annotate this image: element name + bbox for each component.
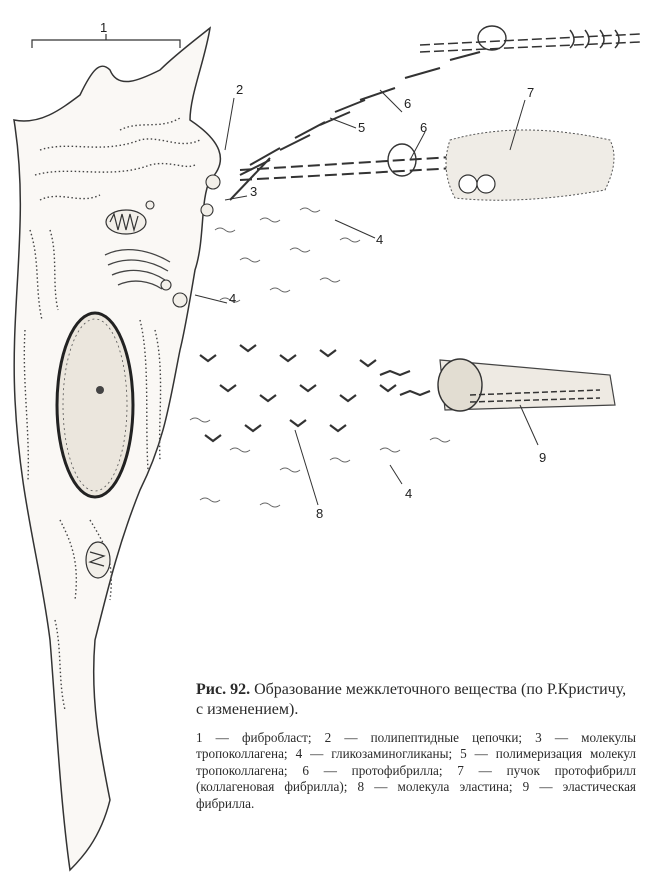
caption-figure-number: Рис. 92. bbox=[196, 681, 251, 698]
caption-title bbox=[196, 680, 636, 720]
label-1: 1 bbox=[100, 20, 108, 35]
protofibril-top bbox=[420, 26, 640, 52]
figure-caption bbox=[196, 680, 636, 812]
label-6-middle: 6 bbox=[420, 120, 428, 135]
elastin-molecules bbox=[200, 345, 430, 441]
caption-title-text: Образование межклеточного вещества (по Р.Кристичу, с изменением). bbox=[196, 681, 627, 718]
glycosaminoglycans bbox=[190, 208, 450, 507]
nucleus bbox=[57, 313, 133, 497]
fibroblast-bracket bbox=[32, 34, 180, 48]
label-4-lower: 4 bbox=[405, 486, 413, 501]
caption-legend: 1 — фибробласт; 2 — полипептидные цепочки; 3 — молекулы тропоколлагена; 4 — гликозаминогликаны; 5 — полимеризация молекул тропоколлагена; 6 — протофибрилла; 7 — пучок протофибрилл (коллагеновая фибрилла); 8 — молекула эластина; 9 — эластическая фибрилла. bbox=[196, 730, 636, 811]
elastic-fibril bbox=[438, 359, 615, 411]
collagen-fibril-bundle bbox=[240, 130, 614, 200]
label-4-middle: 4 bbox=[229, 291, 237, 306]
label-9: 9 bbox=[539, 450, 547, 465]
label-5: 5 bbox=[358, 120, 366, 135]
label-6-top: 6 bbox=[404, 96, 412, 111]
label-4-upper: 4 bbox=[376, 232, 384, 247]
label-2: 2 bbox=[236, 82, 244, 97]
label-3: 3 bbox=[250, 184, 258, 199]
label-7: 7 bbox=[527, 85, 535, 100]
label-8: 8 bbox=[316, 506, 324, 521]
